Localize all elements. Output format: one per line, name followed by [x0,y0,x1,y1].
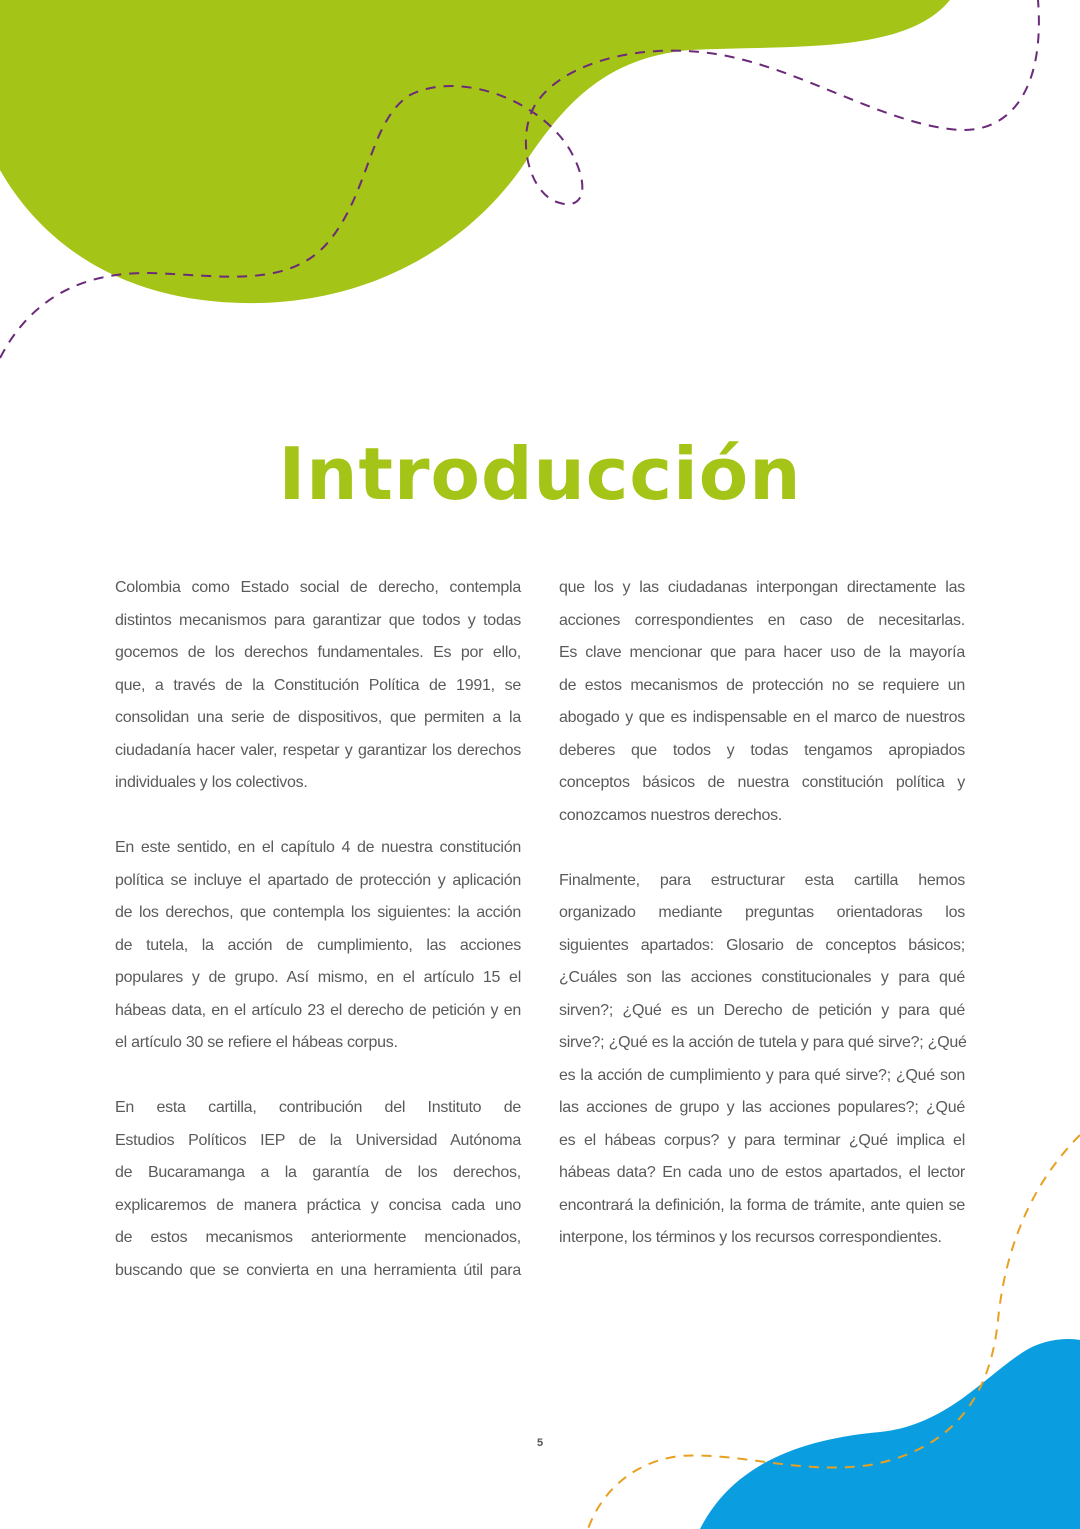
text-line: conozcamos nuestros derechos. [559,806,783,824]
text-line: siguientes apartados: Glosario de conceptos básicos; [559,936,965,954]
paragraph [115,572,521,800]
text-line: las acciones de grupo y las acciones populares?; ¿Qué [559,1099,965,1116]
page-title: Introducción [278,432,802,516]
text-line: política se incluye el apartado de protección y aplicación [115,871,521,889]
paragraph [115,1092,521,1287]
text-line: encontrará la definición, la forma de trámite, ante quien se [559,1196,965,1214]
text-line: acciones correspondientes en caso de necesitarlas. [559,611,965,629]
text-line: que, a través de la Constitución Política de 1991, se [115,676,521,694]
paragraph [115,832,521,1060]
text-line: de estos mecanismos de protección no se requiere un [559,676,965,694]
text-line: que los y las ciudadanas interpongan directamente las [559,579,965,596]
paragraph [559,572,965,832]
text-line: explicaremos de manera práctica y concisa cada uno [115,1196,521,1214]
text-line: En esta cartilla, contribución del Instituto de [115,1099,521,1116]
green-blob-shape [0,0,950,303]
text-line: de tutela, la acción de cumplimiento, las acciones [115,936,521,954]
right-text-column [559,572,965,1287]
text-line: gocemos de los derechos fundamentales. Es por ello, [115,644,521,661]
text-line: abogado y que es indispensable en el marco de nuestros [559,709,965,726]
left-text-column [115,572,521,1320]
text-line: interpone, los términos y los recursos correspondientes. [559,1229,942,1246]
text-line: En este sentido, en el capítulo 4 de nuestra constitución [115,839,521,856]
text-line: consolidan una serie de dispositivos, que permiten a la [115,709,521,726]
text-line: sirve?; ¿Qué es la acción de tutela y para qué sirve?; ¿Qué [559,1034,967,1051]
text-line: deberes que todos y todas tengamos apropiados [559,741,965,759]
text-line: Es clave mencionar que para hacer uso de la mayoría [559,644,965,661]
text-line: ciudadanía hacer valer, respetar y garantizar los derechos [115,741,521,759]
text-line: Estudios Políticos IEP de la Universidad Autónoma [115,1131,521,1149]
text-line: Colombia como Estado social de derecho, contempla [115,579,521,596]
text-line: el artículo 30 se refiere el hábeas corpus. [115,1034,398,1051]
text-line: de estos mecanismos anteriormente mencionados, [115,1229,521,1246]
text-line: es la acción de cumplimiento y para qué sirve?; ¿Qué son [559,1066,965,1084]
text-line: populares y de grupo. Así mismo, en el artículo 15 el [115,969,521,986]
text-line: hábeas data? En cada uno de estos apartados, el lector [559,1164,965,1181]
page-number: 5 [536,1437,544,1449]
text-line: buscando que se convierta en una herramienta útil para [115,1261,521,1279]
text-line: de Bucaramanga a la garantía de los derechos, [115,1164,521,1181]
text-line: distintos mecanismos para garantizar que todos y todas [115,611,521,629]
text-line: de los derechos, que contempla los siguientes: la acción [115,904,521,921]
text-line: es el hábeas corpus? y para terminar ¿Qué implica el [559,1131,965,1149]
text-line: Finalmente, para estructurar esta cartilla hemos [559,871,965,889]
text-line: hábeas data, en el artículo 23 el derecho de petición y en [115,1001,521,1019]
text-line: conceptos básicos de nuestra constitución política y [559,774,965,791]
text-line: organizado mediante preguntas orientadoras los [559,904,965,921]
paragraph [559,865,965,1255]
text-line: ¿Cuáles son las acciones constitucionales y para qué [559,969,965,986]
text-line: sirven?; ¿Qué es un Derecho de petición y para qué [559,1001,965,1019]
blue-blob-shape [700,1339,1080,1529]
text-line: individuales y los colectivos. [115,774,308,791]
